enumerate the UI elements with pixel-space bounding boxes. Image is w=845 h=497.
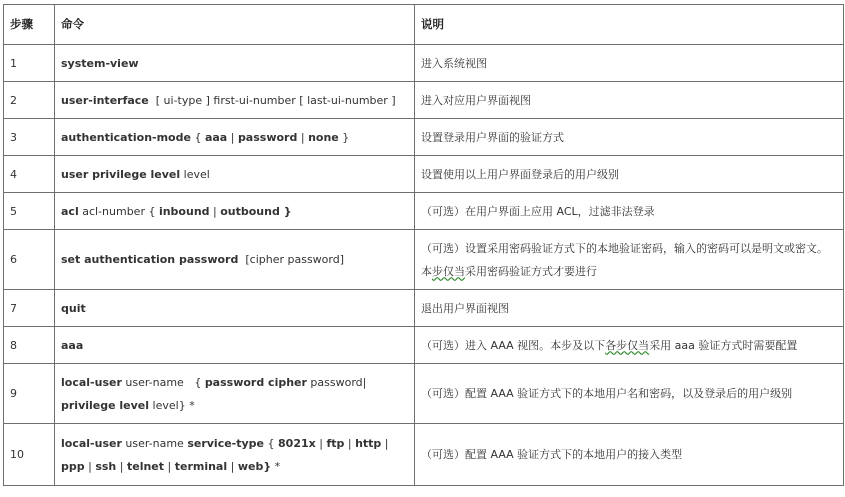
step-cell: 9 (4, 364, 55, 424)
description-cell (415, 82, 844, 119)
step-cell: 8 (4, 327, 55, 364)
command-argument: * (271, 459, 281, 473)
command-keyword: terminal (174, 459, 228, 473)
description-text: （可选）在用户界面上应用 ACL，过滤非法登录 (421, 204, 655, 218)
command-keyword: } (279, 204, 292, 218)
table-row (4, 424, 844, 486)
command-keyword: none (308, 130, 339, 144)
header-row (4, 5, 844, 45)
command-cell (55, 45, 415, 82)
command-keyword: password (237, 130, 298, 144)
table-row (4, 364, 844, 424)
table-row (4, 193, 844, 230)
command-cell (55, 119, 415, 156)
command-keyword: aaa (204, 130, 228, 144)
command-keyword: system-view (61, 56, 139, 70)
step-cell: 4 (4, 156, 55, 193)
header-command: 命令 (55, 5, 415, 45)
description-text: （可选）设置采用密码验证方式下的本地验证密码，输入的密码可以是明文或密文。本 (421, 241, 828, 278)
table-row (4, 327, 844, 364)
command-keyword: user-interface (61, 93, 149, 107)
command-argument: | (315, 436, 327, 450)
command-argument: [cipher (238, 253, 284, 266)
step-cell: 2 (4, 82, 55, 119)
command-cell (55, 290, 415, 327)
command-keyword: telnet (126, 459, 165, 473)
description-cell (415, 424, 844, 486)
description-cell (415, 45, 844, 82)
description-text: 设置登录用户界面的验证方式 (421, 130, 564, 144)
table-row (4, 290, 844, 327)
description-text: 采用 aaa 验证方式时需要配置 (649, 338, 798, 352)
command-argument: user-name { (121, 375, 205, 389)
description-text: 进入系统视图 (421, 56, 487, 70)
command-keyword: local-user (61, 436, 122, 450)
command-argument: | (84, 459, 96, 473)
underlined-text: 各步仅当 (605, 338, 650, 352)
command-keyword: aaa (61, 338, 84, 352)
description-cell (415, 327, 844, 364)
command-argument: | (297, 130, 309, 144)
description-text: 退出用户界面视图 (421, 301, 509, 315)
step-cell: 3 (4, 119, 55, 156)
table-row (4, 119, 844, 156)
command-cell (55, 156, 415, 193)
command-argument: user-name (121, 436, 188, 450)
command-table (3, 4, 844, 486)
command-cell (55, 327, 415, 364)
step-cell: 7 (4, 290, 55, 327)
step-cell: 1 (4, 45, 55, 82)
command-cell (55, 424, 415, 486)
table-row (4, 230, 844, 290)
underlined-text: 步仅当 (432, 264, 465, 278)
command-argument: | (209, 204, 221, 218)
command-argument: password| (306, 375, 370, 389)
command-argument: | (164, 459, 175, 473)
command-keyword: user privilege level (61, 167, 181, 181)
description-text: （可选）进入 AAA 视图。本步及以下 (421, 338, 606, 352)
command-argument: | (116, 459, 127, 473)
description-cell (415, 156, 844, 193)
command-keyword: web} (237, 459, 272, 473)
description-cell (415, 290, 844, 327)
description-text: （可选）配置 AAA 验证方式下的本地用户的接入类型 (421, 448, 683, 461)
description-cell (415, 230, 844, 290)
command-argument: password] (284, 253, 345, 266)
command-keyword: outbound (220, 204, 280, 218)
table-row (4, 156, 844, 193)
command-keyword: authentication-mode (61, 130, 191, 144)
description-text: 进入对应用户界面视图 (421, 93, 531, 107)
command-keyword: http (355, 436, 382, 450)
description-text: （可选）配置 AAA 验证方式下的本地用户名和密码，以及登录后的用户级别 (421, 387, 793, 400)
command-keyword: inbound (158, 204, 210, 218)
command-keyword: set authentication password (61, 253, 239, 266)
step-cell: 6 (4, 230, 55, 290)
description-cell (415, 193, 844, 230)
step-cell: 10 (4, 424, 55, 486)
command-keyword: 8021x (278, 436, 316, 450)
command-keyword: ftp (326, 436, 345, 450)
command-keyword: ssh (95, 459, 117, 473)
command-argument: { (190, 130, 205, 144)
command-cell (55, 364, 415, 424)
command-argument: level} * (149, 398, 195, 412)
command-keyword: service-type (187, 436, 265, 450)
table-body (4, 45, 844, 486)
command-cell (55, 82, 415, 119)
description-text: 采用密码验证方式才要进行 (465, 264, 597, 278)
description-text: 设置使用以上用户界面登录后的用户级别 (421, 167, 619, 181)
command-argument: | (227, 130, 238, 144)
table-row (4, 45, 844, 82)
command-keyword: ppp (61, 459, 85, 473)
command-cell (55, 230, 415, 290)
description-cell (415, 119, 844, 156)
command-argument: acl-number { (78, 204, 159, 218)
command-keyword: privilege level (61, 398, 150, 412)
command-argument: | (227, 459, 238, 473)
command-argument: | (344, 436, 356, 450)
command-keyword: local-user (61, 375, 122, 389)
header-description: 说明 (415, 5, 844, 45)
command-keyword: password cipher (204, 375, 307, 389)
command-argument: } (338, 130, 350, 144)
command-argument: | (381, 436, 392, 450)
description-cell (415, 364, 844, 424)
header-step: 步骤 (4, 5, 55, 45)
command-argument: level (180, 167, 210, 181)
step-cell: 5 (4, 193, 55, 230)
command-argument: { (264, 436, 279, 450)
table-row (4, 82, 844, 119)
command-keyword: quit (61, 301, 86, 315)
command-argument: [ ui-type ] first-ui-number [ last-ui-number ] (148, 93, 396, 107)
command-cell (55, 193, 415, 230)
command-keyword: acl (61, 204, 79, 218)
